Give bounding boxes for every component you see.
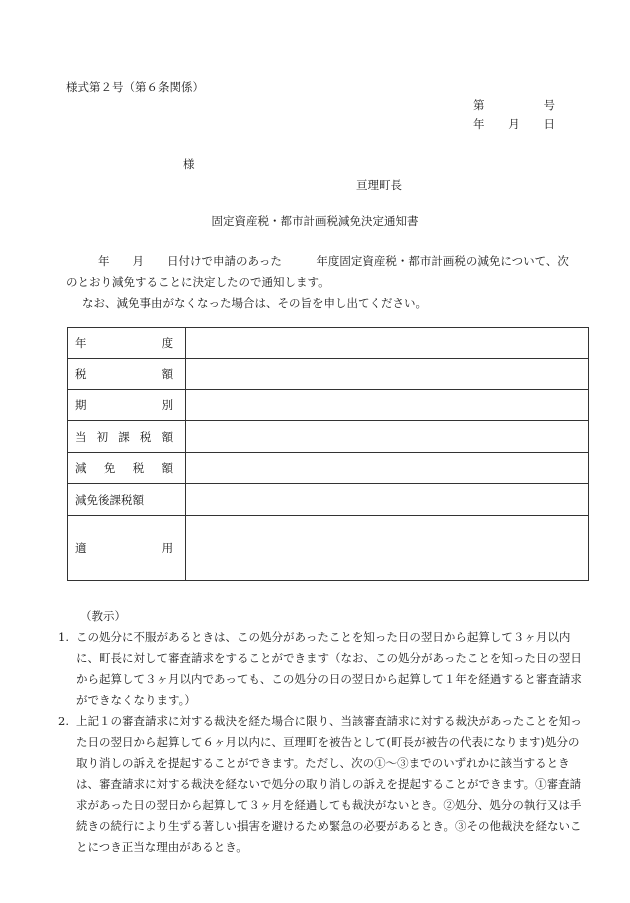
- row-label-remarks: 適 用: [68, 516, 186, 581]
- instruction-item: [58, 711, 584, 858]
- table-row: [68, 516, 589, 581]
- issuer: 亘理町長: [356, 178, 402, 192]
- row-value-remarks: [186, 516, 589, 581]
- table-row: [68, 359, 589, 390]
- row-label-post-reduction-tax: 減免後課税額: [68, 484, 186, 516]
- doc-number-suffix: 号: [543, 98, 555, 112]
- reduction-table: [67, 327, 589, 581]
- row-label-tax-amount: 税 額: [68, 359, 186, 390]
- row-value-initial-tax: [186, 421, 589, 453]
- row-value-period: [186, 390, 589, 421]
- table-row: [68, 390, 589, 421]
- row-value-post-reduction-tax: [186, 484, 589, 516]
- table-row: [68, 328, 589, 359]
- body-text: [66, 251, 576, 314]
- table-row: [68, 453, 589, 484]
- document-number: [473, 97, 555, 113]
- instruction-number: 1.: [58, 630, 69, 644]
- body-paragraph-1: 年 月 日付けで申請のあった 年度固定資産税・都市計画税の減免について、次のとおり減免することに決定したので通知します。: [66, 254, 569, 289]
- instruction-text: この処分に不服があるときは、この処分があったことを知った日の翌日から起算して３ヶ月以内に、町長に対して審査請求をすることができます（なお、この処分があったことを知った日の翌日から起算して３ヶ月以内であっても、この処分の日の翌日から起算して１年を経過すると審査請求ができなくなります。）: [76, 630, 582, 707]
- row-label-initial-tax: 当 初 課 税 額: [68, 421, 186, 453]
- instructions-heading: （教示）: [80, 609, 126, 623]
- date-month: 月: [508, 117, 520, 131]
- instruction-number: 2.: [58, 714, 69, 728]
- row-value-reduction-amount: [186, 453, 589, 484]
- table-row: [68, 421, 589, 453]
- row-label-reduction-amount: 減 免 税 額: [68, 453, 186, 484]
- date-year: 年: [473, 117, 485, 131]
- addressee-suffix: 様: [183, 157, 195, 171]
- instructions-section: [58, 606, 584, 858]
- instruction-item: [58, 627, 584, 711]
- row-label-fiscal-year: 年 度: [68, 328, 186, 359]
- doc-number-prefix: 第: [473, 98, 485, 112]
- issue-date: [473, 116, 555, 132]
- body-paragraph-2: なお、減免事由がなくなった場合は、その旨を申し出てください。: [82, 296, 427, 310]
- row-value-tax-amount: [186, 359, 589, 390]
- document-title: 固定資産税・都市計画税減免決定通知書: [211, 214, 419, 228]
- instruction-text: 上記１の審査請求に対する裁決を経た場合に限り、当該審査請求に対する裁決があったことを知った日の翌日から起算して６ヶ月以内に、亘理町を被告として(町長が被告の代表になります)処分の取り消しの訴えを提起することができます。ただし、次の①～③までのいずれかに該当するときは、審査請求に対する裁決を経ないで処分の取り消しの訴えを提起することができます。①審査請求があった日の翌日から起算して３ヶ月を経過しても裁決がないとき。②処分、処分の執行又は手続きの続行により生ずる著しい損害を避けるため緊急の必要があるとき。③その他裁決を経ないことにつき正当な理由があるとき。: [76, 714, 582, 854]
- date-day: 日: [543, 117, 555, 131]
- row-value-fiscal-year: [186, 328, 589, 359]
- table-row: [68, 484, 589, 516]
- row-label-period: 期 別: [68, 390, 186, 421]
- form-number: 様式第２号（第６条関係）: [66, 80, 204, 94]
